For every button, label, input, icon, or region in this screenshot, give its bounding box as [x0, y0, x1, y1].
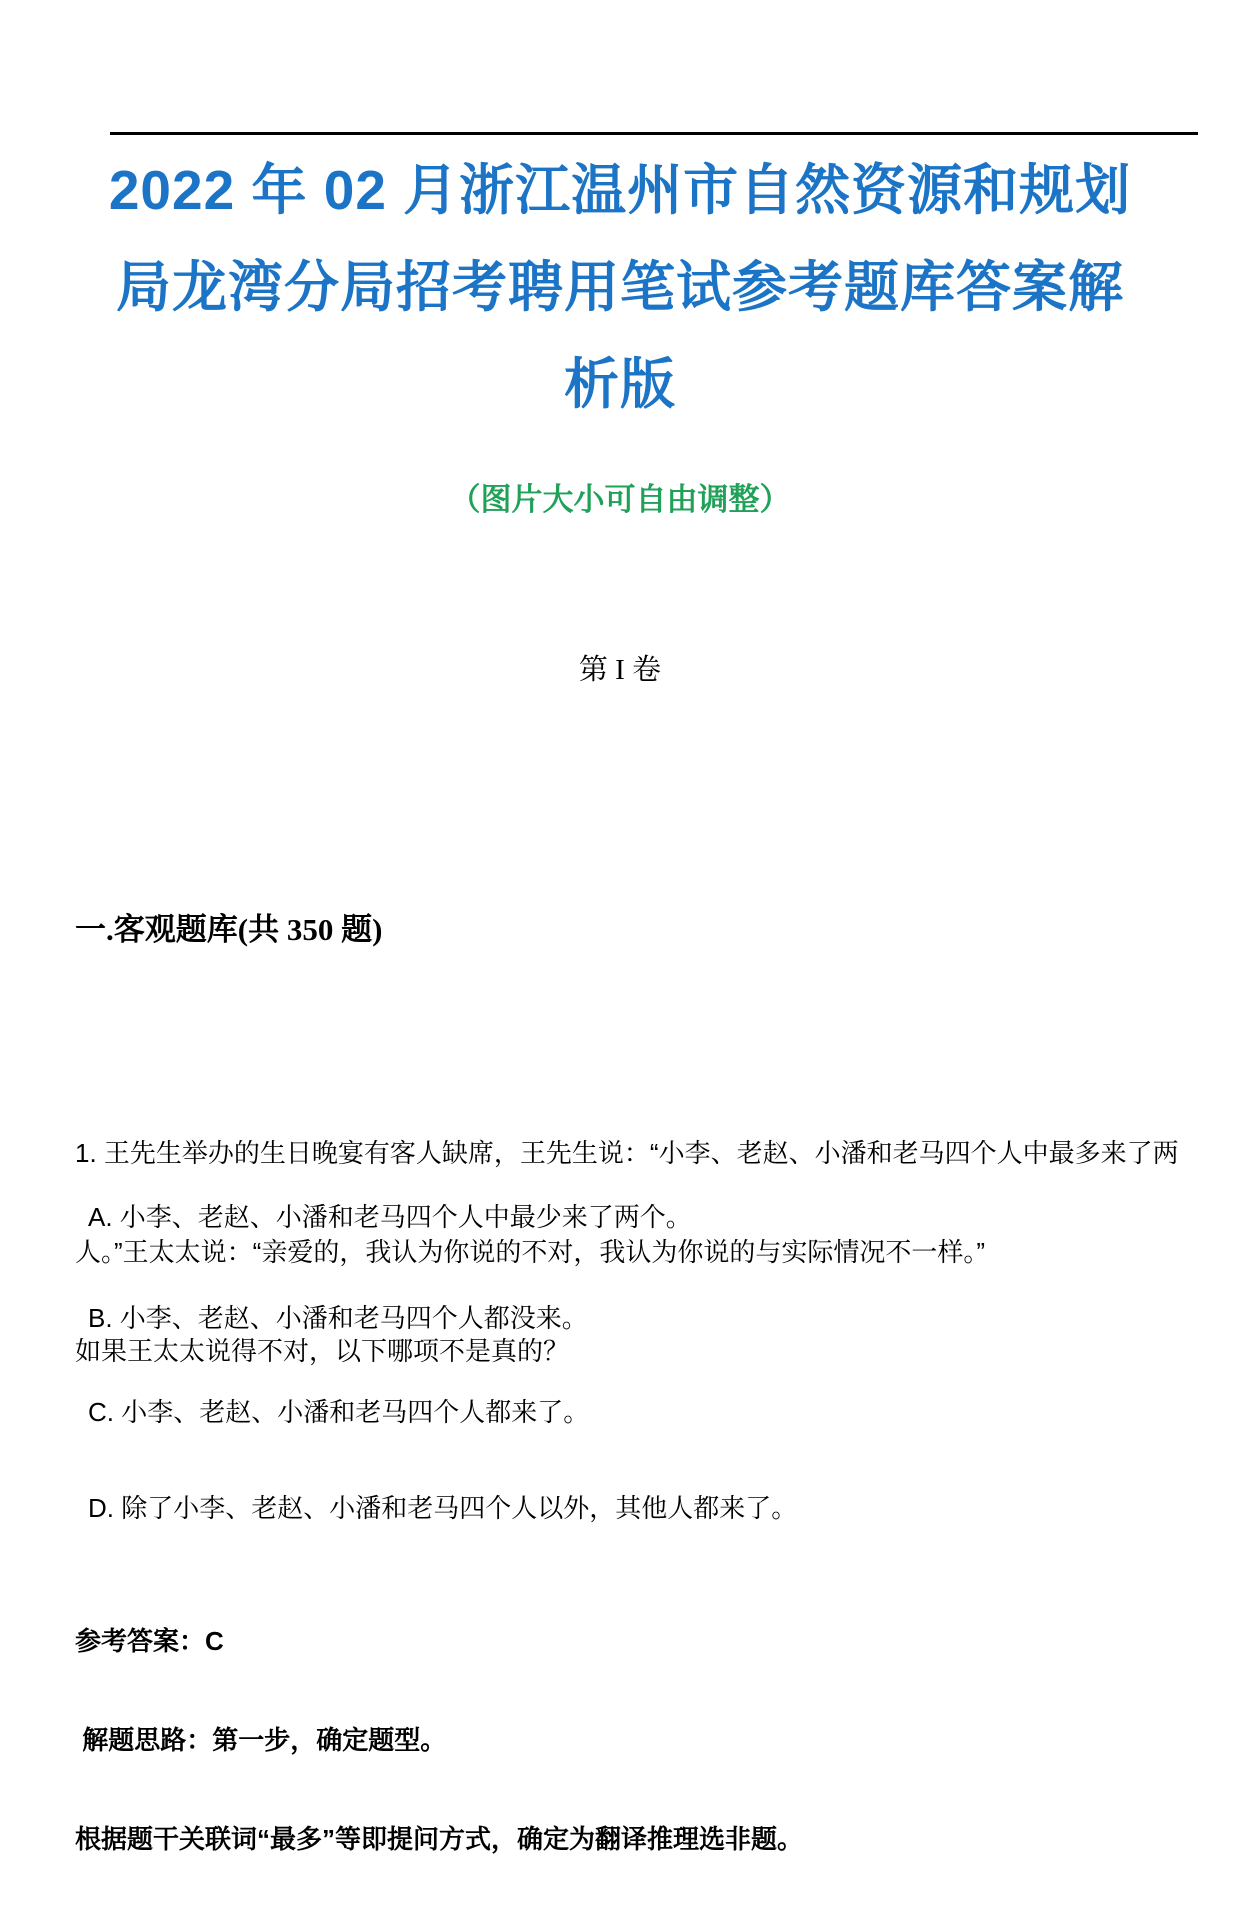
section-heading: 一.客观题库(共 350 题): [75, 912, 383, 947]
volume-label: 第 I 卷: [578, 654, 662, 686]
document-title-line-3: 析版: [563, 353, 676, 415]
document-title-line-2: 局龙湾分局招考聘用笔试参考题库答案解: [115, 256, 1124, 318]
option-c: C. 小李、老赵、小潘和老马四个人都来了。: [88, 1397, 590, 1427]
answer-block: [75, 1559, 1185, 1922]
solution-detail-line: 根据题干关联词“最多”等即提问方式，确定为翻译推理选非题。: [75, 1824, 804, 1854]
question-1-line-2: 人。”王太太说：“亲爱的，我认为你说的不对，我认为你说的与实际情况不一样。”: [75, 1237, 985, 1267]
question-1-line-3: 如果王太太说得不对，以下哪项不是真的？: [75, 1336, 570, 1366]
reference-answer-line: 参考答案：C: [75, 1626, 224, 1656]
option-d: D. 除了小李、老赵、小潘和老马四个人以外，其他人都来了。: [88, 1493, 798, 1523]
solution-approach-line: 解题思路：第一步，确定题型。: [75, 1725, 447, 1755]
option-a: A. 小李、老赵、小潘和老马四个人中最少来了两个。: [88, 1202, 692, 1232]
question-1-line-1: 1. 王先生举办的生日晚宴有客人缺席，王先生说：“小李、老赵、小潘和老马四个人中最多来了两: [75, 1138, 1179, 1168]
image-size-note: （图片大小可自由调整）: [449, 482, 791, 517]
option-b: B. 小李、老赵、小潘和老马四个人都没来。: [88, 1303, 588, 1333]
document-title: [0, 142, 1240, 433]
question-1-body: [75, 1071, 1185, 1434]
top-divider-rule: [110, 132, 1198, 135]
document-title-line-1: 2022 年 02 月浙江温州市自然资源和规划: [108, 159, 1132, 221]
